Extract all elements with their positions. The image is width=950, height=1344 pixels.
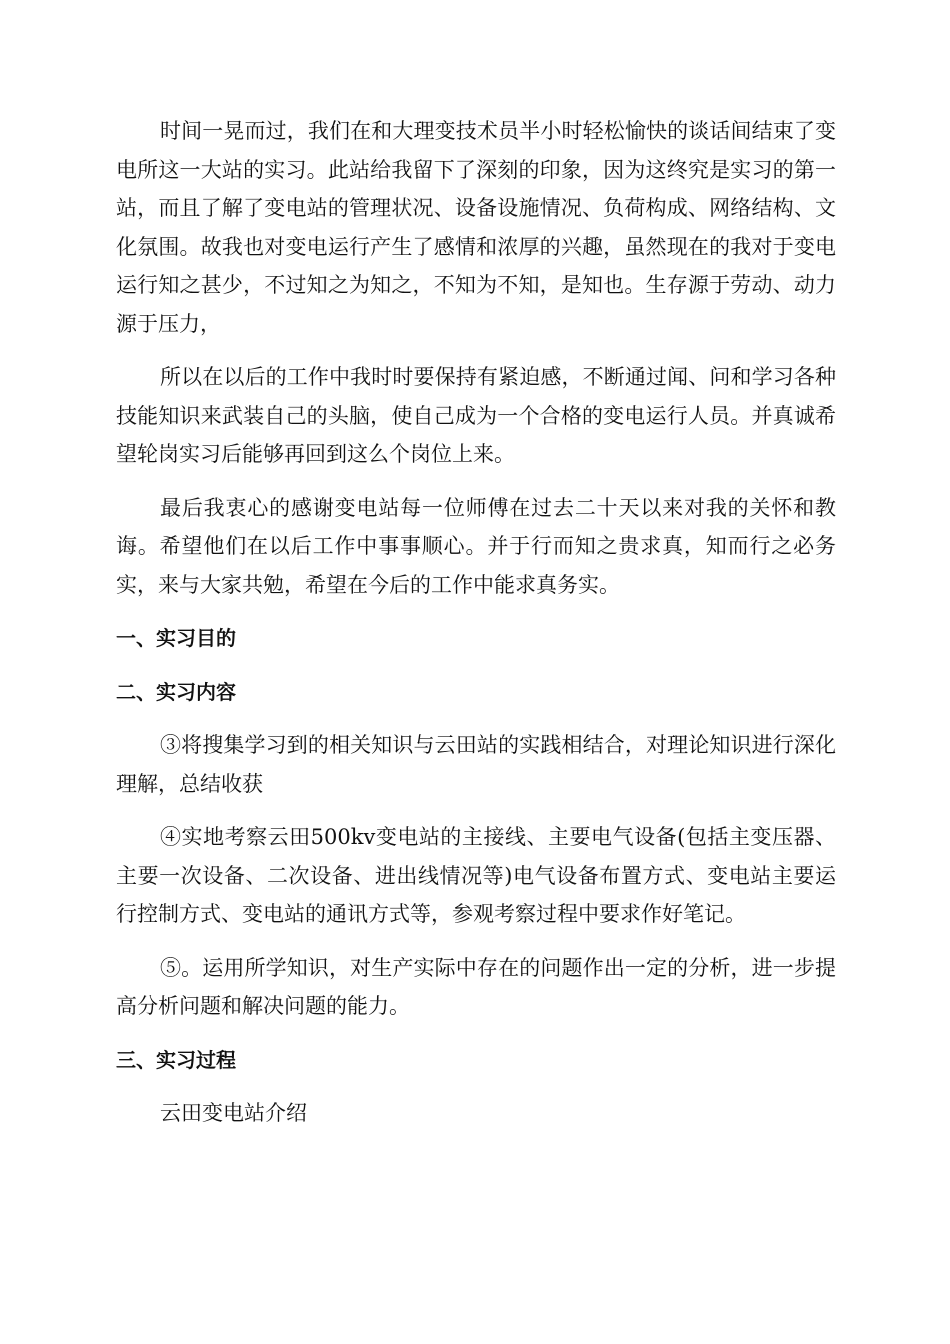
paragraph-internship-summary: 时间一晃而过，我们在和大理变技术员半小时轻松愉快的谈话间结束了变电所这一大站的实习。此站给我留下了深刻的印象，因为这终究是实习的第一站，而且了解了变电站的管理状况、设备设施情况、负荷构成、网络结构、文化氛围。故我也对变电运行产生了感情和浓厚的兴趣，虽然现在的我对于变电运行知之甚少，不过知之为知之，不知为不知，是知也。生存源于劳动、动力源于压力， — [116, 119, 836, 336]
paragraph-station-intro: 云田变电站介绍 — [160, 1101, 307, 1125]
paragraph-future-work: 所以在以后的工作中我时时要保持有紧迫感，不断通过闻、问和学习各种技能知识来武装自己的头脑，使自己成为一个合格的变电运行人员。并真诚希望轮岗实习后能够再回到这么个岗位上来。 — [116, 365, 836, 466]
document-page — [116, 112, 836, 1148]
heading-internship-content: 二、实习内容 — [116, 679, 236, 704]
paragraph-item-3: ③将搜集学习到的相关知识与云田站的实践相结合，对理论知识进行深化理解，总结收获 — [116, 733, 836, 796]
paragraph-thanks: 最后我衷心的感谢变电站每一位师傅在过去二十天以来对我的关怀和教诲。希望他们在以后工作中事事顺心。并于行而知之贵求真，知而行之必务实，来与大家共勉，希望在今后的工作中能求真务实。 — [116, 495, 836, 597]
heading-internship-process: 三、实习过程 — [116, 1047, 236, 1072]
heading-internship-purpose: 一、实习目的 — [116, 626, 236, 650]
paragraph-item-4: ④实地考察云田500kv变电站的主接线、主要电气设备(包括主变压器、主要一次设备、二次设备、进出线情况等)电气设备布置方式、变电站主要运行控制方式、变电站的通讯方式等，参观考察过程中要求作好笔记。 — [116, 825, 836, 926]
paragraph-item-5: ⑤。运用所学知识，对生产实际中存在的问题作出一定的分析，进一步提高分析问题和解决问题的能力。 — [116, 955, 836, 1018]
